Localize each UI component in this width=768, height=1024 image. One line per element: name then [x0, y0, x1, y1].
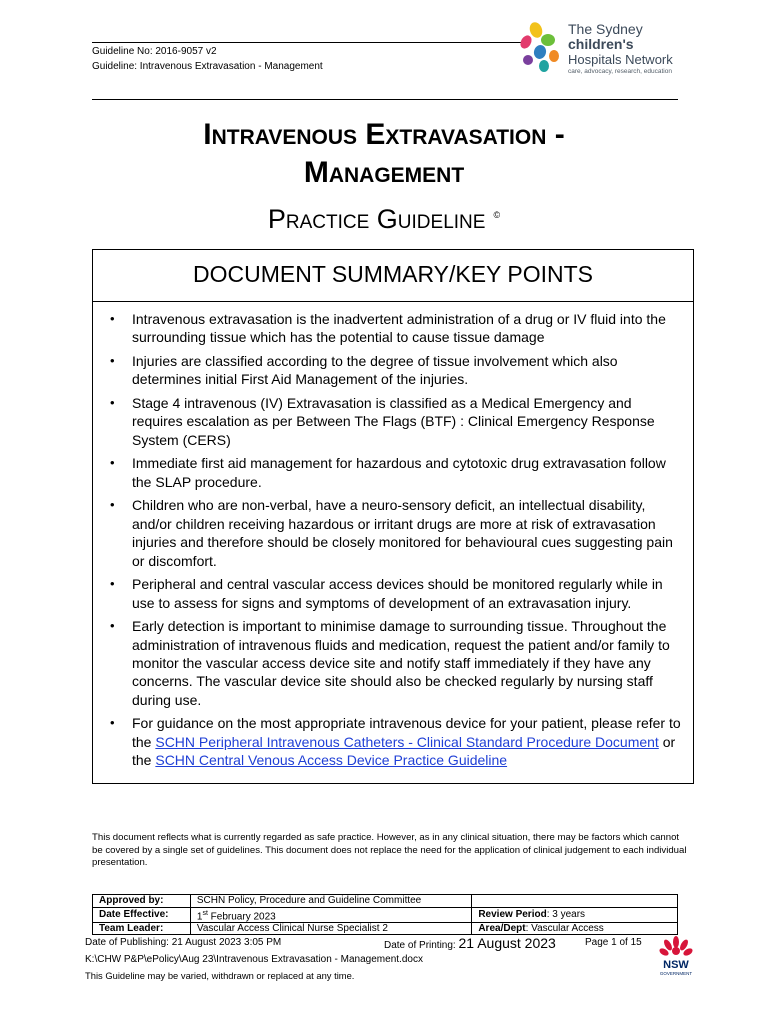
nsw-government-logo-icon [656, 934, 696, 978]
list-item-text: Early detection is important to minimise damage to surrounding tissue. Throughout the administration of intravenous fluids and medication, request the patient and/or family to monitor the vascular access device site and notify staff immediately if they have any concerns. The vascular device site should also be checked regularly by nursing staff during use. [132, 618, 670, 708]
bullet-icon: • [110, 715, 115, 731]
copyright-mark: © [493, 210, 501, 220]
bullet-icon: • [110, 455, 115, 471]
page-title [0, 116, 768, 192]
subtitle-text: Practice Guideline [267, 204, 486, 234]
bullet-icon: • [110, 311, 115, 326]
list-item [110, 394, 683, 449]
page-number: Page 1 of 15 [585, 937, 642, 948]
list-item [110, 352, 683, 389]
review-value: : 3 years [546, 909, 586, 921]
empty-cell [472, 895, 678, 908]
schn-logo-text [568, 22, 673, 77]
list-item-text: Injuries are classified according to the degree of tissue involvement which also determines initial First Aid Management of the injuries. [132, 353, 618, 388]
summary-list [93, 302, 693, 770]
printing-label: Date of Printing: [384, 940, 456, 951]
header-rule-bottom [92, 99, 678, 100]
leader-value: Vascular Access Clinical Nurse Specialist 2 [190, 922, 471, 935]
guidance-text-2: or the [132, 733, 676, 769]
list-item-text: Stage 4 intravenous (IV) Extravasation is classified as a Medical Emergency and requires escalation as per Between The Flags (BTF) : Clinical Emergency Response System (CERS) [132, 395, 655, 448]
logo-line-1: The Sydney [568, 21, 643, 37]
guidance-text-1: For guidance on the most appropriate intravenous device for your patient, please refer to the [132, 715, 681, 750]
title-line-2: Management [303, 156, 465, 189]
area-cell [472, 922, 678, 935]
date-of-printing [384, 936, 556, 953]
list-item-text: Children who are non-verbal, have a neuro-sensory deficit, an intellectual disability, and/or children receiving hazardous or irritant drugs are more at risk of extravasation injuries and therefore should be closely monitored for behavioural cues suggesting pain or discomfort. [132, 497, 673, 569]
document-header [92, 44, 323, 74]
bullet-icon: • [110, 618, 115, 634]
list-item [110, 454, 683, 491]
nsw-text: NSW [663, 959, 689, 971]
guideline-number: Guideline No: 2016-9057 v2 [92, 46, 217, 57]
bullet-icon: • [110, 353, 115, 368]
title-line-1: Intravenous Extravasation - [203, 118, 565, 151]
table-row [93, 922, 678, 935]
logo-tagline: care, advocacy, research, education [568, 68, 672, 75]
approved-value: SCHN Policy, Procedure and Guideline Committee [190, 895, 471, 908]
effective-value [190, 907, 471, 922]
date-of-publishing: Date of Publishing: 21 August 2023 3:05 PM [85, 937, 282, 948]
list-item [110, 617, 683, 709]
effective-day: 1 [196, 910, 203, 922]
list-item [110, 714, 683, 769]
table-row [93, 895, 678, 908]
approved-label: Approved by: [93, 895, 191, 908]
footer-note: This Guideline may be varied, withdrawn or replaced at any time. [85, 970, 355, 981]
disclaimer: This document reflects what is currently regarded as safe practice. However, as in any clinical situation, there may be factors which cannot be covered by a single set of guidelines. This document does not replace the need for the application of clinical judgement to each individual presentation. [92, 832, 687, 868]
bullet-icon: • [110, 497, 115, 513]
effective-label: Date Effective: [93, 907, 191, 922]
printing-date: 21 August 2023 [458, 935, 556, 951]
logo-line-2: children's [568, 36, 634, 52]
guideline-title: Guideline: Intravenous Extravasation - Management [92, 61, 323, 72]
list-item [110, 575, 683, 612]
effective-rest: February 2023 [207, 910, 276, 922]
bullet-icon: • [110, 395, 115, 410]
list-item-text: Peripheral and central vascular access devices should be monitored regularly while in use to assess for signs and symptoms of development of an extravasation injury. [132, 576, 663, 611]
list-item [110, 496, 683, 570]
review-label: Review Period [478, 909, 547, 921]
pivc-procedure-link[interactable]: SCHN Peripheral Intravenous Catheters - Clinical Standard Procedure Document [155, 733, 659, 750]
nsw-subtext: GOVERNMENT [659, 971, 693, 976]
file-path: K:\CHW P&P\ePolicy\Aug 23\Intravenous Extravasation - Management.docx [85, 954, 423, 965]
bullet-icon: • [110, 576, 115, 592]
effective-suffix: st [202, 909, 208, 917]
list-item-text: Intravenous extravasation is the inadvertent administration of a drug or IV fluid into the surrounding tissue which has the potential to cause tissue damage [132, 311, 666, 346]
area-value: : Vascular Access [525, 923, 604, 935]
review-cell [472, 907, 678, 922]
page-subtitle [0, 198, 768, 236]
area-label: Area/Dept [478, 923, 526, 935]
document-info-table [92, 894, 678, 935]
list-item [110, 310, 683, 347]
table-row [93, 907, 678, 922]
cvad-guideline-link[interactable]: SCHN Central Venous Access Device Practice Guideline [155, 752, 508, 769]
list-item-text [132, 715, 681, 768]
header-rule-top [92, 42, 522, 43]
list-item-text: Immediate first aid management for hazardous and cytotoxic drug extravasation follow the SLAP procedure. [132, 455, 666, 490]
summary-heading: DOCUMENT SUMMARY/KEY POINTS [93, 250, 693, 302]
summary-box [92, 249, 694, 784]
logo-line-3: Hospitals Network [568, 52, 673, 67]
leader-label: Team Leader: [93, 922, 191, 935]
